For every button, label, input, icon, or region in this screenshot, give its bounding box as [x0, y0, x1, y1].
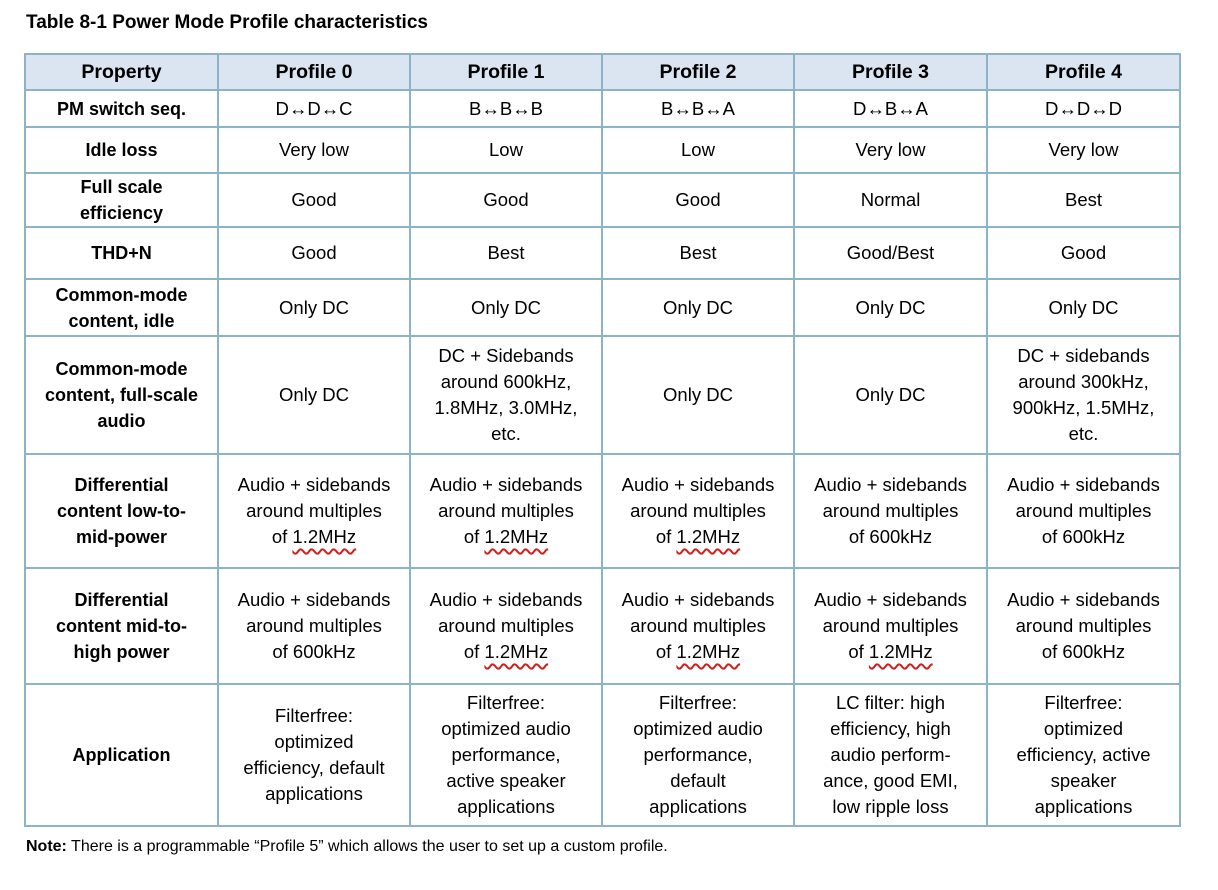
cell-text: Best — [487, 242, 525, 263]
property-text: Application — [72, 745, 171, 765]
spellcheck-underlined-text: 1.2MHz — [676, 641, 741, 662]
cell-text: performance, — [643, 744, 753, 765]
cell-text: D↔B↔A — [852, 97, 929, 119]
cell-text: Filterfree: — [274, 705, 354, 726]
cell-text: Only DC — [279, 384, 349, 405]
power-mode-table — [24, 53, 1181, 827]
profile-2-cell — [602, 568, 794, 684]
spellcheck-underlined-text: 1.2MHz — [868, 641, 933, 662]
cell-text: D↔D↔C — [275, 97, 353, 119]
property-text: Full scale — [80, 177, 163, 197]
profile-0-cell — [218, 227, 410, 279]
cell-text: optimized — [1043, 718, 1124, 739]
profile-1-cell — [410, 568, 602, 684]
table-caption: Table 8-1 Power Mode Profile characteristics — [26, 12, 428, 33]
cell-text: of 600kHz — [272, 641, 356, 662]
note-label: Note: — [26, 838, 67, 855]
cell-text: Audio + sidebands — [621, 474, 775, 495]
cell-text: Only DC — [1048, 296, 1119, 318]
profile-1-cell — [410, 684, 602, 826]
cell-text: around 300kHz, — [1018, 371, 1149, 392]
cell-text: optimized audio — [441, 718, 571, 739]
cell-text: Good — [291, 242, 337, 263]
cell-text-prefix: of — [463, 526, 485, 547]
spellcheck-underlined-text: 1.2MHz — [484, 641, 549, 662]
profile-3-cell — [794, 90, 987, 127]
property-cell — [25, 279, 218, 336]
table-row — [25, 127, 1180, 173]
cell-text: Good — [291, 189, 337, 210]
profile-1-cell — [410, 227, 602, 279]
profile-2-cell — [602, 227, 794, 279]
cell-text: of 600kHz — [1041, 641, 1126, 662]
profile-0-cell — [218, 90, 410, 127]
cell-text — [607, 639, 789, 665]
profile-4-cell — [987, 279, 1180, 336]
profile-2-cell — [602, 173, 794, 227]
profile-0-cell — [218, 568, 410, 684]
property-text: Idle loss — [85, 140, 158, 160]
cell-text: around multiples — [438, 615, 574, 636]
cell-text: ance, good EMI, — [823, 770, 958, 791]
profile-4-cell — [987, 568, 1180, 684]
cell-text: around multiples — [246, 500, 382, 521]
table-body — [25, 90, 1180, 826]
cell-text: DC + Sidebands — [438, 345, 574, 366]
cell-text: Only DC — [855, 296, 926, 318]
profile-1-cell — [410, 90, 602, 127]
cell-text: efficiency, active — [1016, 744, 1151, 765]
cell-text: active speaker — [446, 770, 566, 791]
property-cell — [25, 454, 218, 568]
profile-3-cell — [794, 279, 987, 336]
header-profile-1: Profile 1 — [410, 54, 602, 90]
table-row — [25, 227, 1180, 279]
profile-4-cell — [987, 684, 1180, 826]
spellcheck-underlined-text: 1.2MHz — [676, 526, 741, 547]
property-text: THD+N — [91, 243, 152, 263]
cell-text — [415, 639, 597, 665]
header-row — [25, 54, 1180, 90]
cell-text: Filterfree: — [1044, 692, 1123, 713]
cell-text-prefix: of — [271, 526, 293, 547]
cell-text: Very low — [1048, 139, 1119, 160]
header-profile-4: Profile 4 — [987, 54, 1180, 90]
spellcheck-underlined-text: 1.2MHz — [484, 526, 549, 547]
property-cell — [25, 90, 218, 127]
cell-text-prefix: of — [655, 641, 677, 662]
header-property: Property — [25, 54, 218, 90]
profile-4-cell — [987, 173, 1180, 227]
cell-text: around multiples — [1015, 615, 1152, 636]
property-text: content mid-to- — [56, 616, 187, 636]
cell-text: etc. — [491, 423, 521, 444]
cell-text: Filterfree: — [466, 692, 546, 713]
property-text: mid-power — [75, 527, 167, 547]
cell-text: around multiples — [822, 500, 959, 521]
cell-text: Very low — [279, 139, 349, 160]
cell-text: B↔B↔B — [468, 97, 544, 119]
cell-text: around multiples — [630, 500, 766, 521]
cell-text: Good — [483, 189, 529, 210]
spellcheck-underlined-text: 1.2MHz — [292, 526, 357, 547]
cell-text: performance, — [451, 744, 561, 765]
cell-text: LC filter: high — [836, 692, 945, 713]
cell-text: etc. — [1068, 423, 1099, 444]
property-text: Differential — [74, 590, 169, 610]
cell-text: 900kHz, 1.5MHz, — [1012, 397, 1155, 418]
cell-text: Audio + sidebands — [237, 474, 391, 495]
property-text: content, full-scale — [44, 385, 199, 405]
property-cell — [25, 127, 218, 173]
table-row — [25, 90, 1180, 127]
cell-text: Audio + sidebands — [1007, 589, 1160, 610]
cell-text: around multiples — [246, 615, 382, 636]
profile-3-cell — [794, 568, 987, 684]
cell-text: B↔B↔A — [660, 97, 736, 119]
cell-text: applications — [265, 783, 363, 804]
table-row — [25, 336, 1180, 454]
cell-text: Good — [675, 189, 721, 210]
profile-1-cell — [410, 127, 602, 173]
cell-text: optimized audio — [633, 718, 763, 739]
cell-text: around multiples — [438, 500, 574, 521]
cell-text: Very low — [855, 139, 926, 160]
profile-4-cell — [987, 127, 1180, 173]
cell-text: Audio + sidebands — [237, 589, 391, 610]
cell-text: Best — [679, 242, 717, 263]
cell-text: low ripple loss — [832, 796, 949, 817]
profile-3-cell — [794, 173, 987, 227]
profile-4-cell — [987, 454, 1180, 568]
profile-0-cell — [218, 279, 410, 336]
profile-0-cell — [218, 454, 410, 568]
cell-text: Only DC — [471, 296, 541, 318]
cell-text: Audio + sidebands — [429, 589, 583, 610]
profile-0-cell — [218, 684, 410, 826]
cell-text: Audio + sidebands — [429, 474, 583, 495]
cell-text-prefix: of — [848, 641, 869, 662]
property-cell — [25, 227, 218, 279]
property-text: Common-mode — [55, 359, 188, 379]
profile-1-cell — [410, 279, 602, 336]
cell-text — [415, 524, 597, 550]
profile-2-cell — [602, 336, 794, 454]
profile-0-cell — [218, 336, 410, 454]
cell-text: applications — [649, 796, 747, 817]
table-row — [25, 684, 1180, 826]
cell-text: DC + sidebands — [1017, 345, 1150, 366]
property-cell — [25, 336, 218, 454]
property-text: high power — [73, 642, 170, 662]
profile-3-cell — [794, 336, 987, 454]
property-text: content low-to- — [57, 501, 186, 521]
profile-2-cell — [602, 279, 794, 336]
cell-text: efficiency, high — [830, 718, 951, 739]
cell-text — [223, 524, 405, 550]
cell-text: of 600kHz — [1041, 526, 1126, 547]
cell-text — [607, 524, 789, 550]
cell-text: Low — [489, 139, 523, 160]
cell-text: Only DC — [279, 296, 349, 318]
profile-2-cell — [602, 454, 794, 568]
cell-text: Best — [1064, 189, 1103, 210]
cell-text: Audio + sidebands — [814, 474, 967, 495]
cell-text: Audio + sidebands — [1007, 474, 1160, 495]
property-text: PM switch seq. — [56, 98, 187, 119]
cell-text: Only DC — [663, 296, 733, 318]
cell-text: speaker — [1050, 770, 1117, 791]
cell-text: audio perform- — [830, 744, 951, 765]
cell-text: Normal — [860, 189, 921, 210]
cell-text: around multiples — [630, 615, 766, 636]
property-text: Differential — [74, 475, 169, 495]
profile-2-cell — [602, 684, 794, 826]
profile-3-cell — [794, 684, 987, 826]
cell-text-prefix: of — [655, 526, 677, 547]
profile-1-cell — [410, 336, 602, 454]
table-row — [25, 568, 1180, 684]
profile-3-cell — [794, 454, 987, 568]
table-row — [25, 173, 1180, 227]
profile-2-cell — [602, 127, 794, 173]
property-text: Common-mode — [55, 284, 188, 305]
profile-0-cell — [218, 173, 410, 227]
cell-text: applications — [457, 796, 555, 817]
profile-2-cell — [602, 90, 794, 127]
profile-3-cell — [794, 127, 987, 173]
header-profile-2: Profile 2 — [602, 54, 794, 90]
profile-0-cell — [218, 127, 410, 173]
profile-3-cell — [794, 227, 987, 279]
property-text: content, idle — [68, 310, 175, 331]
profile-1-cell — [410, 173, 602, 227]
profile-4-cell — [987, 336, 1180, 454]
cell-text: Audio + sidebands — [814, 589, 967, 610]
cell-text: efficiency, default — [243, 757, 385, 778]
cell-text — [799, 639, 982, 665]
cell-text: Filterfree: — [658, 692, 738, 713]
property-cell — [25, 173, 218, 227]
cell-text: around 600kHz, — [440, 371, 572, 392]
cell-text: Good/Best — [846, 242, 935, 263]
property-text: audio — [97, 411, 146, 431]
property-cell — [25, 568, 218, 684]
cell-text: applications — [1034, 796, 1133, 817]
property-cell — [25, 684, 218, 826]
note-text: There is a programmable “Profile 5” which allows the user to set up a custom profile. — [66, 838, 668, 855]
cell-text: Audio + sidebands — [621, 589, 775, 610]
cell-text: Low — [681, 139, 715, 160]
profile-4-cell — [987, 227, 1180, 279]
cell-text: around multiples — [1015, 500, 1152, 521]
cell-text: optimized — [274, 731, 354, 752]
table-row — [25, 279, 1180, 336]
cell-text: Only DC — [663, 384, 733, 405]
table-note — [26, 838, 668, 856]
profile-1-cell — [410, 454, 602, 568]
cell-text: of 600kHz — [848, 526, 933, 547]
cell-text: Only DC — [855, 384, 926, 405]
cell-text: around multiples — [822, 615, 959, 636]
cell-text: 1.8MHz, 3.0MHz, — [434, 397, 578, 418]
property-text: efficiency — [79, 203, 164, 223]
header-profile-3: Profile 3 — [794, 54, 987, 90]
cell-text: Good — [1060, 242, 1107, 263]
profile-4-cell — [987, 90, 1180, 127]
cell-text-prefix: of — [463, 641, 485, 662]
table-row — [25, 454, 1180, 568]
header-profile-0: Profile 0 — [218, 54, 410, 90]
cell-text: default — [670, 770, 726, 791]
cell-text: D↔D↔D — [1044, 97, 1123, 119]
